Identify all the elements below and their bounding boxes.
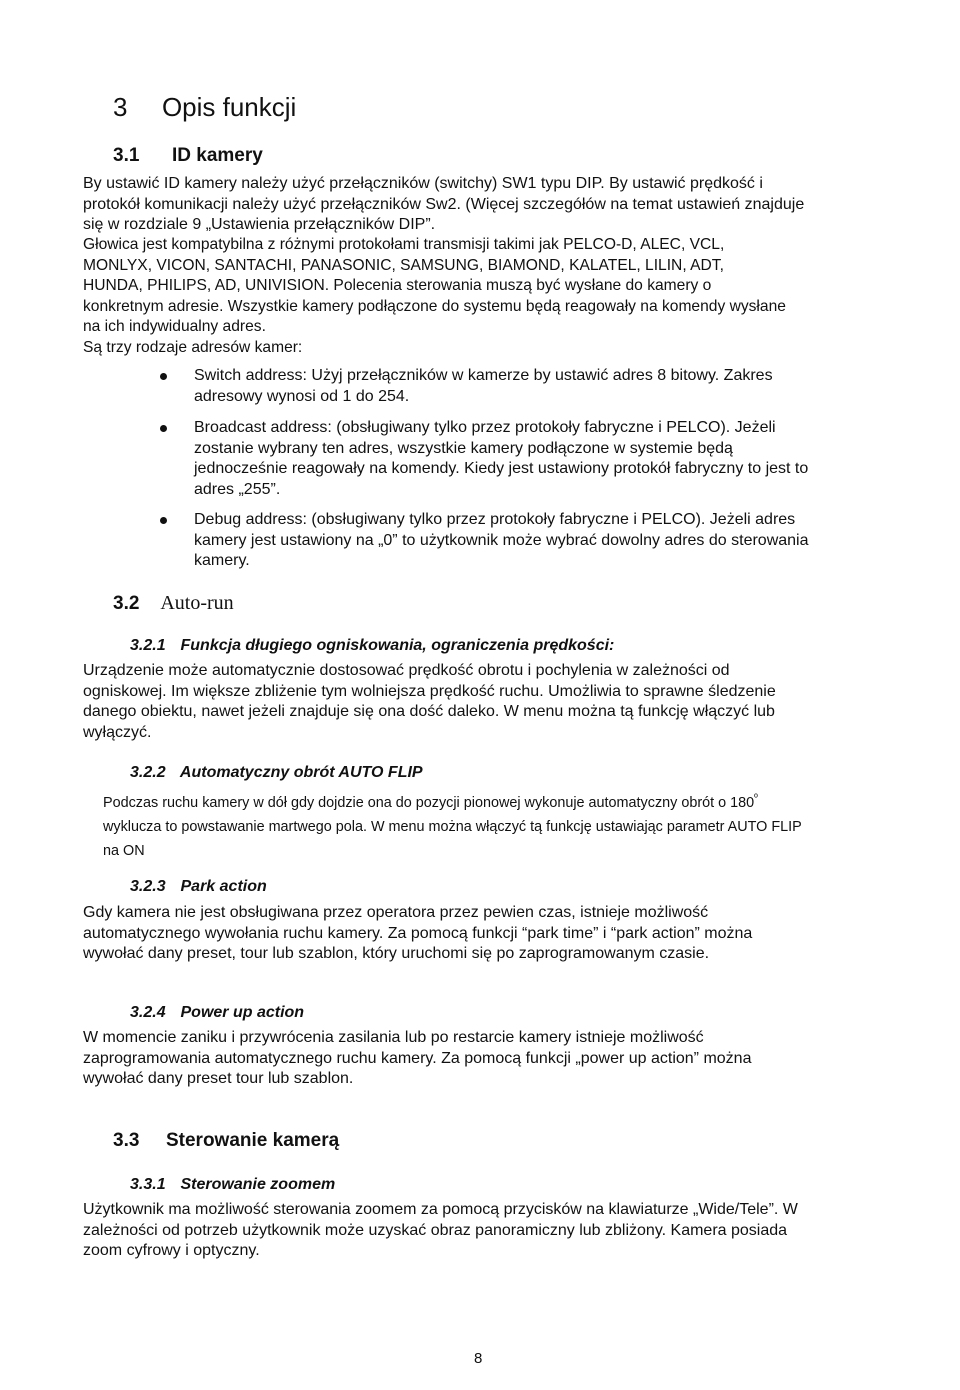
text-line: wyklucza to powstawanie martwego pola. W menu można włączyć tą funkcję ustawiając parametr AUTO FLIP xyxy=(103,818,802,835)
chapter-number: 3 xyxy=(113,92,128,122)
subsection-3-2-1-body xyxy=(83,661,776,743)
chapter-title: Opis funkcji xyxy=(161,92,297,122)
section-number: 3.3 xyxy=(113,1130,140,1151)
subsection-title: Park action xyxy=(180,878,267,895)
text-line: Głowica jest kompatybilna z różnymi protokołami transmisji takimi jak PELCO-D, ALEC, VCL, xyxy=(83,236,725,253)
text-line: jednocześnie reagowały na komendy. Kiedy jest ustawiony protokół fabryczny to jest to xyxy=(194,460,809,477)
section-3-2-heading xyxy=(113,592,234,615)
section-title: Sterowanie kamerą xyxy=(165,1130,340,1151)
subsection-number: 3.2.1 xyxy=(130,637,166,654)
bullet-icon xyxy=(160,517,167,524)
subsection-number: 3.2.2 xyxy=(130,764,166,781)
text-line: Urządzenie może automatycznie dostosować prędkość obrotu i pochylenia w zależności od xyxy=(83,662,730,679)
subsection-title: Funkcja długiego ogniskowania, ograniczenia prędkości: xyxy=(180,637,615,654)
text-line: na ich indywidualny adres. xyxy=(83,318,266,335)
bullet-item-switch-address xyxy=(194,366,773,407)
text-line: na ON xyxy=(103,842,145,859)
section-number: 3.1 xyxy=(113,145,140,166)
text-line: wywołać dany preset tour lub szablon. xyxy=(83,1070,354,1087)
text-line: Debug address: (obsługiwany tylko przez protokoły fabryczne i PELCO). Jeżeli adres xyxy=(194,511,796,528)
subsection-3-3-1-body xyxy=(83,1200,798,1262)
subsection-3-2-1-heading xyxy=(130,637,614,655)
text-line: adresowy wynosi od 1 do 254. xyxy=(194,387,410,405)
bullet-icon xyxy=(160,425,167,432)
text-line: konkretnym adresie. Wszystkie kamery podłączone do systemu będą reagowały na komendy wysłane xyxy=(83,297,786,315)
text-line: protokół komunikacji należy użyć przełączników Sw2. (Więcej szczegółów na temat ustawień znajduje xyxy=(83,195,805,213)
subsection-3-2-2-body xyxy=(103,787,802,863)
section-title: Auto-run xyxy=(160,592,234,614)
subsection-number: 3.2.3 xyxy=(130,878,166,895)
bullet-item-debug-address xyxy=(194,510,809,572)
section-3-1-paragraph-1 xyxy=(83,174,804,236)
text-line: Switch address: Użyj przełączników w kamerze by ustawić adres 8 bitowy. Zakres xyxy=(194,367,773,384)
chapter-heading xyxy=(113,92,296,123)
text-line: automatycznego wywołania ruchu kamery. Za pomocą funkcji “park time” i “park action” można xyxy=(83,924,753,942)
text-line: się w rozdziale 9 „Ustawienia przełączników DIP”. xyxy=(83,216,436,233)
text-line: zaprogramowania automatycznego ruchu kamery. Za pomocą funkcji „power up action” można xyxy=(83,1049,752,1067)
text-line: zoom cyfrowy i optyczny. xyxy=(83,1242,260,1259)
degree-sign: º xyxy=(754,793,758,804)
text-line: By ustawić ID kamery należy użyć przełączników (switchy) SW1 typu DIP. By ustawić prędkość i xyxy=(83,175,763,192)
text-line: adres „255”. xyxy=(194,480,281,498)
text-line: wyłączyć. xyxy=(83,723,152,741)
subsection-title: Automatyczny obrót AUTO FLIP xyxy=(179,764,423,781)
text-line: MONLYX, VICON, SANTACHI, PANASONIC, SAMSUNG, BIAMOND, KALATEL, LILIN, ADT, xyxy=(83,256,724,274)
subsection-title: Power up action xyxy=(180,1004,305,1021)
subsection-3-2-2-heading xyxy=(130,764,423,782)
subsection-3-3-1-heading xyxy=(130,1176,335,1194)
subsection-3-2-4-heading xyxy=(130,1004,304,1022)
text-line: ogniskowej. Im większe zbliżenie tym wolniejsza prędkość ruchu. Umożliwia to sprawne śledzenie xyxy=(83,682,776,700)
section-3-1-paragraph-2 xyxy=(83,235,786,358)
text-line: Są trzy rodzaje adresów kamer: xyxy=(83,338,303,356)
page-number: 8 xyxy=(474,1350,483,1367)
text-line: Użytkownik ma możliwość sterowania zoomem za pomocą przycisków na klawiaturze „Wide/Tele”. W xyxy=(83,1201,798,1218)
subsection-3-2-3-body xyxy=(83,903,752,965)
text-line: kamery jest ustawiony na „0” to użytkownik może wybrać dowolny adres do sterowania xyxy=(194,531,809,549)
text-line: Gdy kamera nie jest obsługiwana przez operatora przez pewien czas, istnieje możliwość xyxy=(83,904,709,921)
text-line: danego obiektu, nawet jeżeli znajduje się ona dość daleko. W menu można tą funkcję włączyć lub xyxy=(83,703,775,720)
subsection-number: 3.3.1 xyxy=(130,1176,166,1193)
subsection-title: Sterowanie zoomem xyxy=(180,1176,336,1193)
section-3-1-heading xyxy=(113,145,263,167)
text-line: zależności od potrzeb użytkownik może uzyskać obraz panoramiczny lub zbliżony. Kamera posiada xyxy=(83,1221,788,1239)
subsection-3-2-4-body xyxy=(83,1028,751,1090)
section-3-3-heading xyxy=(113,1130,339,1152)
text-line: wywołać dany preset, tour lub szablon, który uruchomi się po zaprogramowanym czasie. xyxy=(83,945,710,962)
text-line: Broadcast address: (obsługiwany tylko przez protokoły fabryczne i PELCO). Jeżeli xyxy=(194,419,776,436)
text-line xyxy=(103,787,802,815)
subsection-number: 3.2.4 xyxy=(130,1004,166,1021)
text-line: kamery. xyxy=(194,552,250,569)
text-segment: Podczas ruchu kamery w dół gdy dojdzie ona do pozycji pionowej wykonuje automatyczny obrót o 180 xyxy=(103,794,755,811)
text-line: W momencie zaniku i przywrócenia zasilania lub po restarcie kamery istnieje możliwość xyxy=(83,1029,704,1046)
text-line: zostanie wybrany ten adres, wszystkie kamery podłączone w systemie będą xyxy=(194,439,733,457)
bullet-item-broadcast-address xyxy=(194,418,808,500)
section-number: 3.2 xyxy=(113,593,140,614)
bullet-icon xyxy=(160,373,167,380)
subsection-3-2-3-heading xyxy=(130,878,267,896)
section-title: ID kamery xyxy=(171,145,263,166)
text-line: HUNDA, PHILIPS, AD, UNIVISION. Polecenia sterowania muszą być wysłane do kamery o xyxy=(83,277,712,294)
